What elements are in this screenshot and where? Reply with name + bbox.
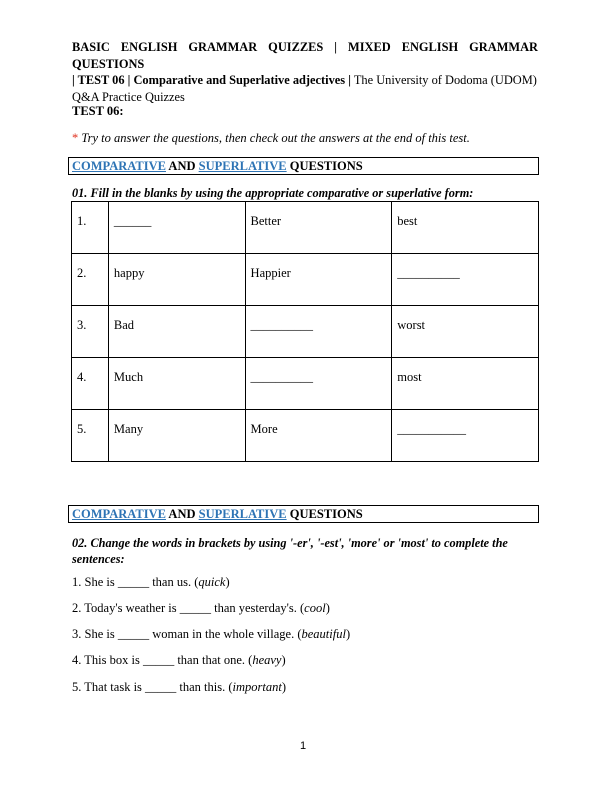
comparative-link[interactable]: COMPARATIVE: [72, 159, 166, 173]
document-header: [72, 39, 538, 105]
table-cell: Many: [108, 410, 245, 462]
table-cell: most: [392, 358, 539, 410]
table-row: [72, 410, 539, 462]
sentence-4: 4. This box is _____ than that one. (heavy): [72, 653, 286, 667]
q2-instruction: 02. Change the words in brackets by using '-er', '-est', 'more' or 'most' to complete the sentences:: [72, 536, 508, 566]
table-cell: Happier: [245, 254, 392, 306]
sentence-1: 1. She is _____ than us. (quick): [72, 575, 230, 589]
header-line-3: Q&A Practice Quizzes: [72, 89, 185, 104]
note-text: Try to answer the questions, then check out the answers at the end of this test.: [78, 131, 470, 145]
table-cell: worst: [392, 306, 539, 358]
bracket-word: beautiful: [301, 627, 346, 641]
table-cell: 4.: [72, 358, 109, 410]
table-cell: ___________: [392, 410, 539, 462]
sentence-5: 5. That task is _____ than this. (important): [72, 680, 287, 694]
table-cell: __________: [245, 306, 392, 358]
table-row: [72, 306, 539, 358]
table-cell: best: [392, 202, 539, 254]
test-title: TEST 06:: [72, 104, 124, 118]
table-cell: More: [245, 410, 392, 462]
table-cell: Bad: [108, 306, 245, 358]
instruction-note: [72, 131, 470, 146]
bracket-word: important: [232, 680, 282, 694]
bracket-word: heavy: [252, 653, 282, 667]
table-cell: Better: [245, 202, 392, 254]
sentence-2: 2. Today's weather is _____ than yesterday's. (cool): [72, 601, 330, 615]
fill-blanks-table: [71, 201, 539, 462]
table-cell: 5.: [72, 410, 109, 462]
section-tail: QUESTIONS: [286, 159, 363, 173]
table-cell: 2.: [72, 254, 109, 306]
bracket-word: cool: [304, 601, 326, 615]
page-number: 1: [300, 740, 307, 752]
table-row: [72, 254, 539, 306]
bracket-word: quick: [198, 575, 226, 589]
table-row: [72, 202, 539, 254]
table-cell: __________: [245, 358, 392, 410]
sentence-3: 3. She is _____ woman in the whole village. (beautiful): [72, 627, 351, 641]
section-and: AND: [165, 507, 199, 521]
section-tail: QUESTIONS: [286, 507, 363, 521]
table-cell: happy: [108, 254, 245, 306]
table-row: [72, 358, 539, 410]
table-cell: Much: [108, 358, 245, 410]
q1-instruction: 01. Fill in the blanks by using the appropriate comparative or superlative form:: [72, 186, 474, 200]
superlative-link[interactable]: SUPERLATIVE: [198, 507, 287, 521]
table-cell: ______: [108, 202, 245, 254]
table-cell: __________: [392, 254, 539, 306]
superlative-link[interactable]: SUPERLATIVE: [198, 159, 287, 173]
section-and: AND: [165, 159, 199, 173]
table-cell: 1.: [72, 202, 109, 254]
comparative-link[interactable]: COMPARATIVE: [72, 507, 166, 521]
section-header-2: [68, 505, 539, 523]
table-cell: 3.: [72, 306, 109, 358]
header-line-2-bold: | TEST 06 | Comparative and Superlative adjectives |: [72, 73, 351, 87]
section-header-1: [68, 157, 539, 175]
header-line-2-plain: The University of Dodoma (UDOM): [350, 73, 537, 87]
header-line-1: BASIC ENGLISH GRAMMAR QUIZZES | MIXED ENGLISH GRAMMAR QUESTIONS: [72, 40, 538, 71]
note-star: *: [72, 131, 79, 145]
